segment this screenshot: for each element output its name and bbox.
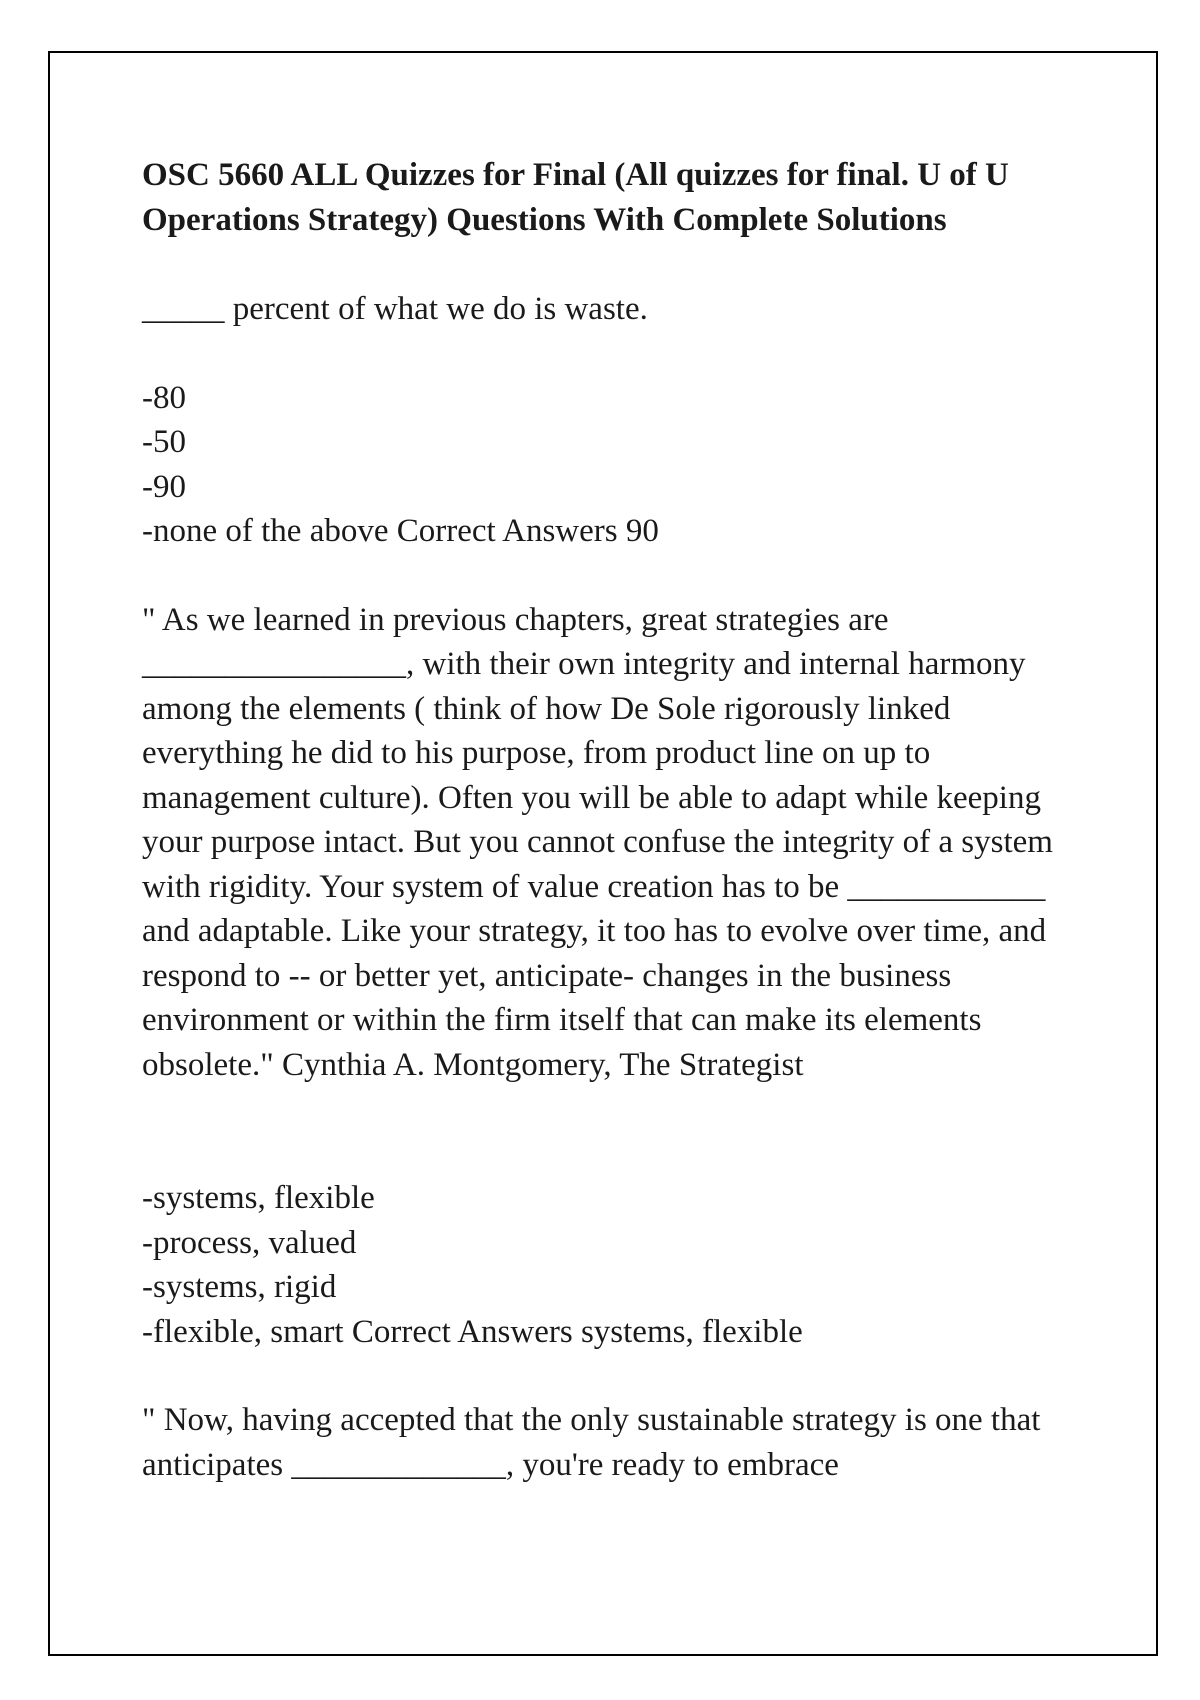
question-2-option-3: -systems, rigid <box>142 1269 337 1305</box>
question-1-option-3: -90 <box>142 468 186 505</box>
question-2-options <box>142 1176 1082 1354</box>
question-2-option-2: -process, valued <box>142 1224 357 1261</box>
spacer <box>142 1087 1082 1176</box>
question-1-option-1: -80 <box>142 379 186 416</box>
document-body <box>142 153 1082 1531</box>
question-2-option-1: -systems, flexible <box>142 1180 375 1216</box>
question-2-prompt: " As we learned in previous chapters, great strategies are ________________, with their own integrity and internal harmony among the elements ( think of how De Sole rigorously linked everything he did to his purpose, from product line on up to management culture). Often you will be able to adapt while keeping your purpose intact. But you cannot confuse the integrity of a system with rigidity. Your system of value creation has to be ____________ and adaptable. Like your strategy, it too has to evolve over time, and respond to -- or better yet, anticipate- changes in the business environment or within the firm itself that can make its elements obsolete." Cynthia A. Montgomery, The Strategist <box>142 601 1062 1083</box>
question-3-prompt: " Now, having accepted that the only sustainable strategy is one that anticipates _____________, you're ready to embrace <box>142 1402 1049 1483</box>
document-title: OSC 5660 ALL Quizzes for Final (All quizzes for final. U of U Operations Strategy) Questions With Complete Solutions <box>142 157 1009 238</box>
question-1-options <box>142 376 1082 554</box>
question-1-prompt: _____ percent of what we do is waste. <box>142 291 648 327</box>
question-1-option-4-with-answer: -none of the above Correct Answers 90 <box>142 513 659 549</box>
question-2-option-4-with-answer: -flexible, smart Correct Answers systems, flexible <box>142 1313 803 1350</box>
question-1-option-2: -50 <box>142 424 186 460</box>
